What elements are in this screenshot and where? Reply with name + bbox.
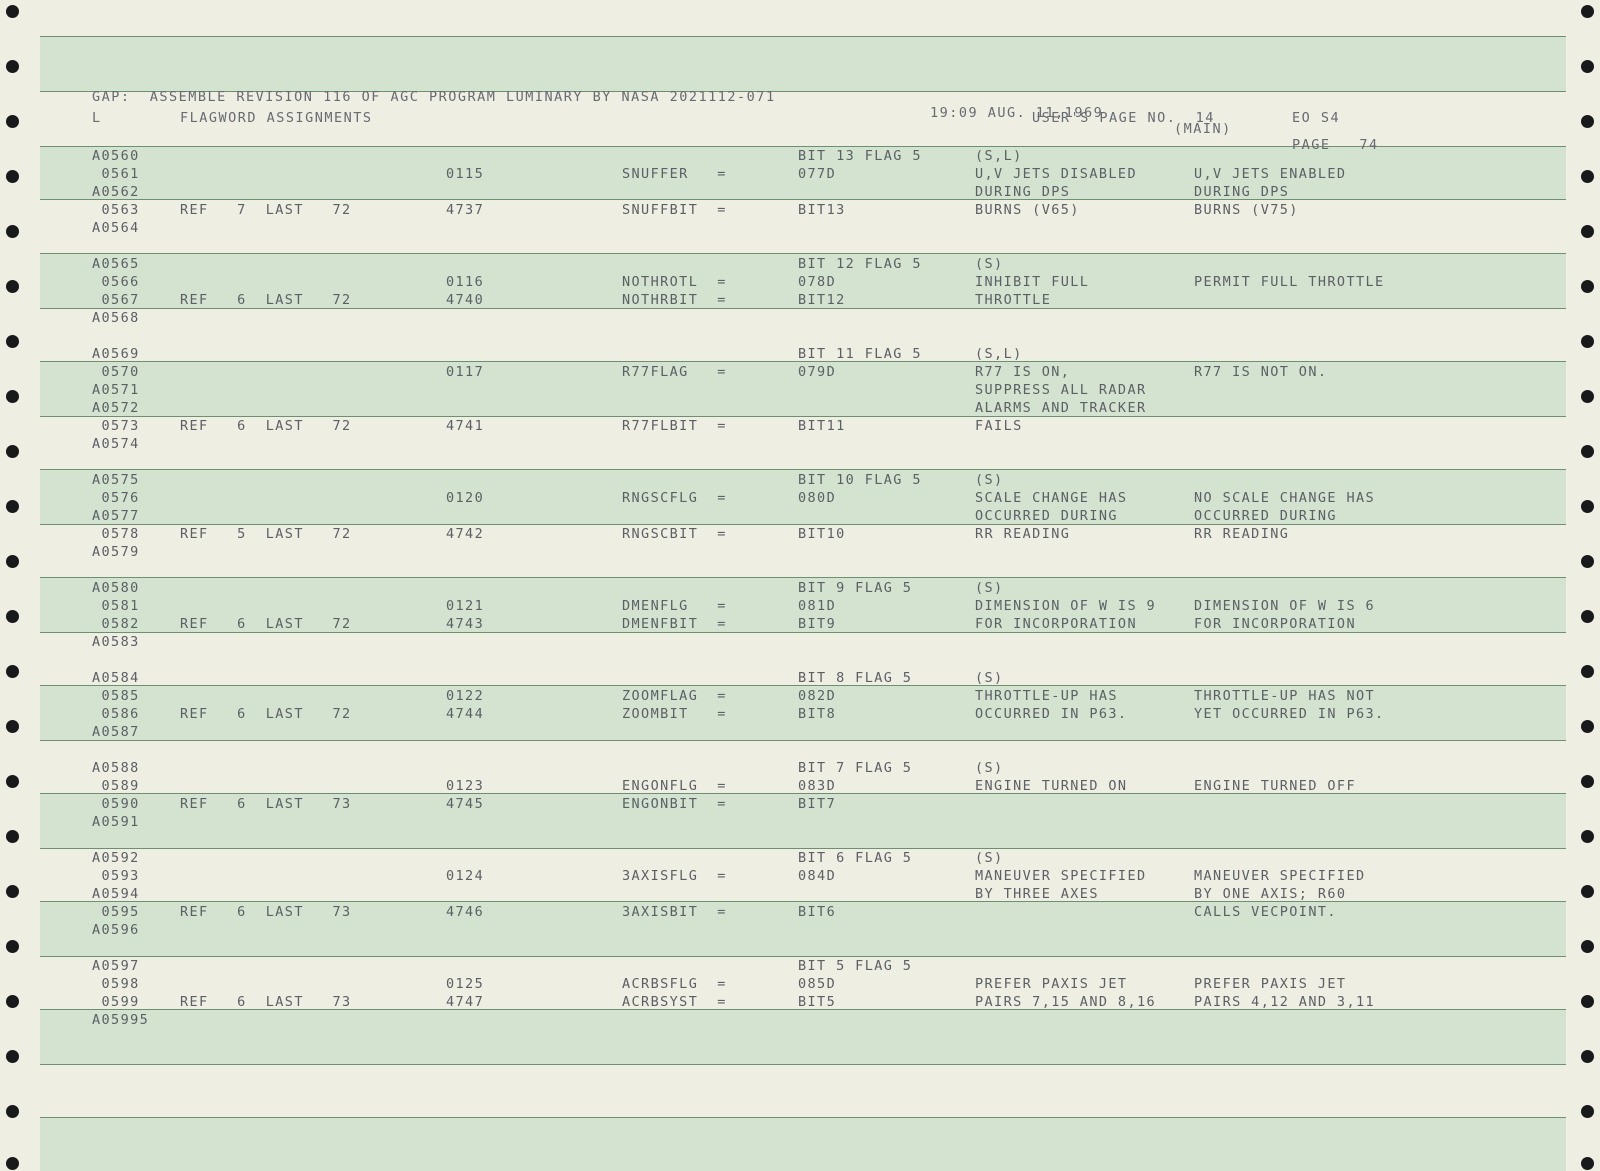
line-com2: CALLS VECPOINT.	[1194, 904, 1337, 920]
line-ref: REF 5 LAST 72	[180, 526, 352, 542]
line-val: BIT13	[798, 202, 846, 218]
line-val: BIT6	[798, 904, 837, 920]
feed-hole	[6, 170, 19, 183]
feed-hole	[1581, 225, 1594, 238]
line-val: BIT 8 FLAG 5	[798, 670, 913, 686]
line-seq: 0570	[92, 364, 140, 380]
line-ref: REF 6 LAST 72	[180, 706, 352, 722]
line-com: THROTTLE	[975, 292, 1052, 308]
line-addr: 0120	[446, 490, 485, 506]
feed-hole	[1581, 555, 1594, 568]
line-seq: A0569	[92, 346, 140, 362]
feed-hole	[1581, 280, 1594, 293]
line-sym: RNGSCBIT =	[622, 526, 727, 542]
line-com: THROTTLE-UP HAS	[975, 688, 1118, 704]
feed-hole	[1581, 445, 1594, 458]
page-code: EO S4	[1292, 110, 1341, 126]
line-com: PAIRS 7,15 AND 8,16	[975, 994, 1157, 1010]
line-sym: DMENFLG =	[622, 598, 727, 614]
line-seq: A0583	[92, 634, 140, 650]
line-val: 082D	[798, 688, 837, 704]
line-com: ALARMS AND TRACKER	[975, 400, 1147, 416]
line-val: BIT11	[798, 418, 846, 434]
section-title: FLAGWORD ASSIGNMENTS	[180, 110, 373, 126]
line-seq: A0577	[92, 508, 140, 524]
line-val: 084D	[798, 868, 837, 884]
line-com: OCCURRED IN P63.	[975, 706, 1128, 722]
line-com2: DIMENSION OF W IS 6	[1194, 598, 1376, 614]
feed-hole	[1581, 665, 1594, 678]
line-sym: ZOOMBIT =	[622, 706, 727, 722]
line-seq: 0590	[92, 796, 140, 812]
line-seq: 0581	[92, 598, 140, 614]
line-com2: R77 IS NOT ON.	[1194, 364, 1328, 380]
line-val: BIT8	[798, 706, 837, 722]
line-com: DIMENSION OF W IS 9	[975, 598, 1157, 614]
line-com: FAILS	[975, 418, 1023, 434]
line-com: (S)	[975, 472, 1004, 488]
feed-hole	[1581, 720, 1594, 733]
paper-band	[40, 36, 1566, 92]
feed-hole	[1581, 995, 1594, 1008]
line-seq: 0573	[92, 418, 140, 434]
feed-hole	[1581, 115, 1594, 128]
line-com2: PAIRS 4,12 AND 3,11	[1194, 994, 1376, 1010]
line-val: 077D	[798, 166, 837, 182]
line-seq: 0582	[92, 616, 140, 632]
line-sym: R77FLAG =	[622, 364, 727, 380]
feed-hole	[1581, 1157, 1594, 1170]
feed-hole	[6, 830, 19, 843]
page-number: PAGE 74	[1292, 137, 1379, 153]
line-sym: 3AXISFLG =	[622, 868, 727, 884]
feed-hole	[6, 555, 19, 568]
line-seq: 0567	[92, 292, 140, 308]
feed-hole	[6, 885, 19, 898]
feed-hole	[1581, 5, 1594, 18]
line-addr: 0116	[446, 274, 485, 290]
line-seq: A0568	[92, 310, 140, 326]
feed-hole	[1581, 885, 1594, 898]
line-seq: A0588	[92, 760, 140, 776]
line-seq: A0584	[92, 670, 140, 686]
feed-hole	[1581, 390, 1594, 403]
line-com: BY THREE AXES	[975, 886, 1099, 902]
paper-band	[40, 1117, 1566, 1171]
line-seq: A0564	[92, 220, 140, 236]
feed-hole	[6, 445, 19, 458]
line-val: 083D	[798, 778, 837, 794]
line-com2: U,V JETS ENABLED	[1194, 166, 1347, 182]
feed-hole	[6, 720, 19, 733]
line-seq: A0565	[92, 256, 140, 272]
feed-hole	[1581, 60, 1594, 73]
line-com: U,V JETS DISABLED	[975, 166, 1137, 182]
line-val: BIT10	[798, 526, 846, 542]
feed-hole	[6, 5, 19, 18]
line-addr: 4742	[446, 526, 485, 542]
line-sym: SNUFFER =	[622, 166, 727, 182]
feed-hole	[1581, 335, 1594, 348]
line-sym: SNUFFBIT =	[622, 202, 727, 218]
line-com: (S)	[975, 850, 1004, 866]
line-seq: 0566	[92, 274, 140, 290]
line-seq: 0561	[92, 166, 140, 182]
feed-hole	[6, 1157, 19, 1170]
line-val: BIT12	[798, 292, 846, 308]
line-seq: A0571	[92, 382, 140, 398]
line-seq: A0580	[92, 580, 140, 596]
feed-hole	[6, 60, 19, 73]
line-sym: ENGONFLG =	[622, 778, 727, 794]
line-sym: ENGONBIT =	[622, 796, 727, 812]
line-addr: 4737	[446, 202, 485, 218]
line-ref: REF 6 LAST 73	[180, 904, 352, 920]
line-com: BURNS (V65)	[975, 202, 1080, 218]
line-seq: 0589	[92, 778, 140, 794]
feed-hole	[6, 940, 19, 953]
line-sym: ACRBSFLG =	[622, 976, 727, 992]
line-addr: 0123	[446, 778, 485, 794]
line-addr: 4747	[446, 994, 485, 1010]
line-val: BIT 7 FLAG 5	[798, 760, 913, 776]
feed-hole	[1581, 610, 1594, 623]
paper-band	[40, 1009, 1566, 1065]
line-seq: 0585	[92, 688, 140, 704]
line-com: FOR INCORPORATION	[975, 616, 1137, 632]
line-com: (S)	[975, 670, 1004, 686]
feed-hole	[1581, 1105, 1594, 1118]
feed-hole	[6, 390, 19, 403]
line-seq: A0574	[92, 436, 140, 452]
line-val: 078D	[798, 274, 837, 290]
feed-hole	[6, 665, 19, 678]
line-ref: REF 6 LAST 72	[180, 292, 352, 308]
line-seq: A05995	[92, 1012, 150, 1028]
line-addr: 0125	[446, 976, 485, 992]
feed-hole	[6, 500, 19, 513]
line-addr: 0124	[446, 868, 485, 884]
feed-hole	[6, 1050, 19, 1063]
line-com2: YET OCCURRED IN P63.	[1194, 706, 1385, 722]
line-com2: OCCURRED DURING	[1194, 508, 1337, 524]
line-val: 081D	[798, 598, 837, 614]
line-val: BIT 12 FLAG 5	[798, 256, 922, 272]
line-ref: REF 6 LAST 72	[180, 418, 352, 434]
line-com: (S)	[975, 256, 1004, 272]
line-com2: MANEUVER SPECIFIED	[1194, 868, 1366, 884]
line-sym: RNGSCFLG =	[622, 490, 727, 506]
line-ref: REF 7 LAST 72	[180, 202, 352, 218]
line-val: BIT7	[798, 796, 837, 812]
feed-hole	[6, 610, 19, 623]
line-sym: R77FLBIT =	[622, 418, 727, 434]
line-sym: NOTHROTL =	[622, 274, 727, 290]
feed-hole	[6, 1105, 19, 1118]
line-seq: A0592	[92, 850, 140, 866]
line-com: SCALE CHANGE HAS	[975, 490, 1128, 506]
print-time: 19:09 AUG. 11,1969	[930, 105, 1104, 121]
line-com2: RR READING	[1194, 526, 1290, 542]
line-seq: 0593	[92, 868, 140, 884]
line-com2: THROTTLE-UP HAS NOT	[1194, 688, 1376, 704]
line-addr: 4741	[446, 418, 485, 434]
line-addr: 0121	[446, 598, 485, 614]
feed-hole	[1581, 830, 1594, 843]
feed-hole	[1581, 775, 1594, 788]
line-seq: A0594	[92, 886, 140, 902]
feed-hole	[6, 335, 19, 348]
line-sym: NOTHRBIT =	[622, 292, 727, 308]
line-addr: 4746	[446, 904, 485, 920]
line-val: BIT 9 FLAG 5	[798, 580, 913, 596]
line-com2: BY ONE AXIS; R60	[1194, 886, 1347, 902]
line-addr: 4743	[446, 616, 485, 632]
line-val: BIT 5 FLAG 5	[798, 958, 913, 974]
line-addr: 0117	[446, 364, 485, 380]
line-seq: 0578	[92, 526, 140, 542]
line-com: (S,L)	[975, 346, 1023, 362]
line-seq: 0586	[92, 706, 140, 722]
line-seq: A0575	[92, 472, 140, 488]
line-ref: REF 6 LAST 73	[180, 994, 352, 1010]
line-com: PREFER PAXIS JET	[975, 976, 1128, 992]
feed-hole	[1581, 940, 1594, 953]
line-sym: 3AXISBIT =	[622, 904, 727, 920]
line-sym: ACRBSYST =	[622, 994, 727, 1010]
line-addr: 0122	[446, 688, 485, 704]
feed-hole	[6, 995, 19, 1008]
feed-hole	[1581, 170, 1594, 183]
line-com: RR READING	[975, 526, 1071, 542]
line-com2: NO SCALE CHANGE HAS	[1194, 490, 1376, 506]
line-com: (S)	[975, 580, 1004, 596]
line-com: INHIBIT FULL	[975, 274, 1090, 290]
line-com: (S)	[975, 760, 1004, 776]
line-com: ENGINE TURNED ON	[975, 778, 1128, 794]
line-seq: A0579	[92, 544, 140, 560]
line-val: BIT9	[798, 616, 837, 632]
line-seq: 0598	[92, 976, 140, 992]
line-addr: 4740	[446, 292, 485, 308]
line-com: SUPPRESS ALL RADAR	[975, 382, 1147, 398]
line-ref: REF 6 LAST 72	[180, 616, 352, 632]
line-com: R77 IS ON,	[975, 364, 1071, 380]
line-com2: ENGINE TURNED OFF	[1194, 778, 1356, 794]
line-sym: DMENFBIT =	[622, 616, 727, 632]
feed-hole	[6, 115, 19, 128]
line-val: 080D	[798, 490, 837, 506]
line-seq: 0599	[92, 994, 140, 1010]
line-com: DURING DPS	[975, 184, 1071, 200]
line-val: 079D	[798, 364, 837, 380]
feed-hole	[6, 280, 19, 293]
line-seq: A0591	[92, 814, 140, 830]
line-com2: PREFER PAXIS JET	[1194, 976, 1347, 992]
feed-hole	[6, 225, 19, 238]
line-addr: 0115	[446, 166, 485, 182]
line-com2: BURNS (V75)	[1194, 202, 1299, 218]
feed-hole	[1581, 1050, 1594, 1063]
listing-mark: L	[92, 110, 102, 126]
line-seq: A0587	[92, 724, 140, 740]
line-addr: 4745	[446, 796, 485, 812]
line-seq: 0563	[92, 202, 140, 218]
line-com: OCCURRED DURING	[975, 508, 1118, 524]
line-ref: REF 6 LAST 73	[180, 796, 352, 812]
section-name: (MAIN)	[1174, 121, 1232, 137]
line-seq: 0595	[92, 904, 140, 920]
line-seq: A0560	[92, 148, 140, 164]
line-addr: 4744	[446, 706, 485, 722]
feed-hole	[6, 775, 19, 788]
line-val: BIT 13 FLAG 5	[798, 148, 922, 164]
program-title: GAP: ASSEMBLE REVISION 116 OF AGC PROGRAM LUMINARY BY NASA 2021112-071	[92, 89, 776, 105]
line-val: 085D	[798, 976, 837, 992]
users-page-number: USER'S PAGE NO. 14	[1032, 110, 1215, 126]
line-com2: FOR INCORPORATION	[1194, 616, 1356, 632]
line-val: BIT 6 FLAG 5	[798, 850, 913, 866]
line-seq: 0576	[92, 490, 140, 506]
line-val: BIT 11 FLAG 5	[798, 346, 922, 362]
line-seq: A0596	[92, 922, 140, 938]
line-val: BIT 10 FLAG 5	[798, 472, 922, 488]
line-seq: A0597	[92, 958, 140, 974]
feed-hole	[1581, 500, 1594, 513]
line-seq: A0572	[92, 400, 140, 416]
line-com: MANEUVER SPECIFIED	[975, 868, 1147, 884]
line-com2: PERMIT FULL THROTTLE	[1194, 274, 1385, 290]
line-com: (S,L)	[975, 148, 1023, 164]
line-sym: ZOOMFLAG =	[622, 688, 727, 704]
line-val: BIT5	[798, 994, 837, 1010]
line-com2: DURING DPS	[1194, 184, 1290, 200]
line-seq: A0562	[92, 184, 140, 200]
